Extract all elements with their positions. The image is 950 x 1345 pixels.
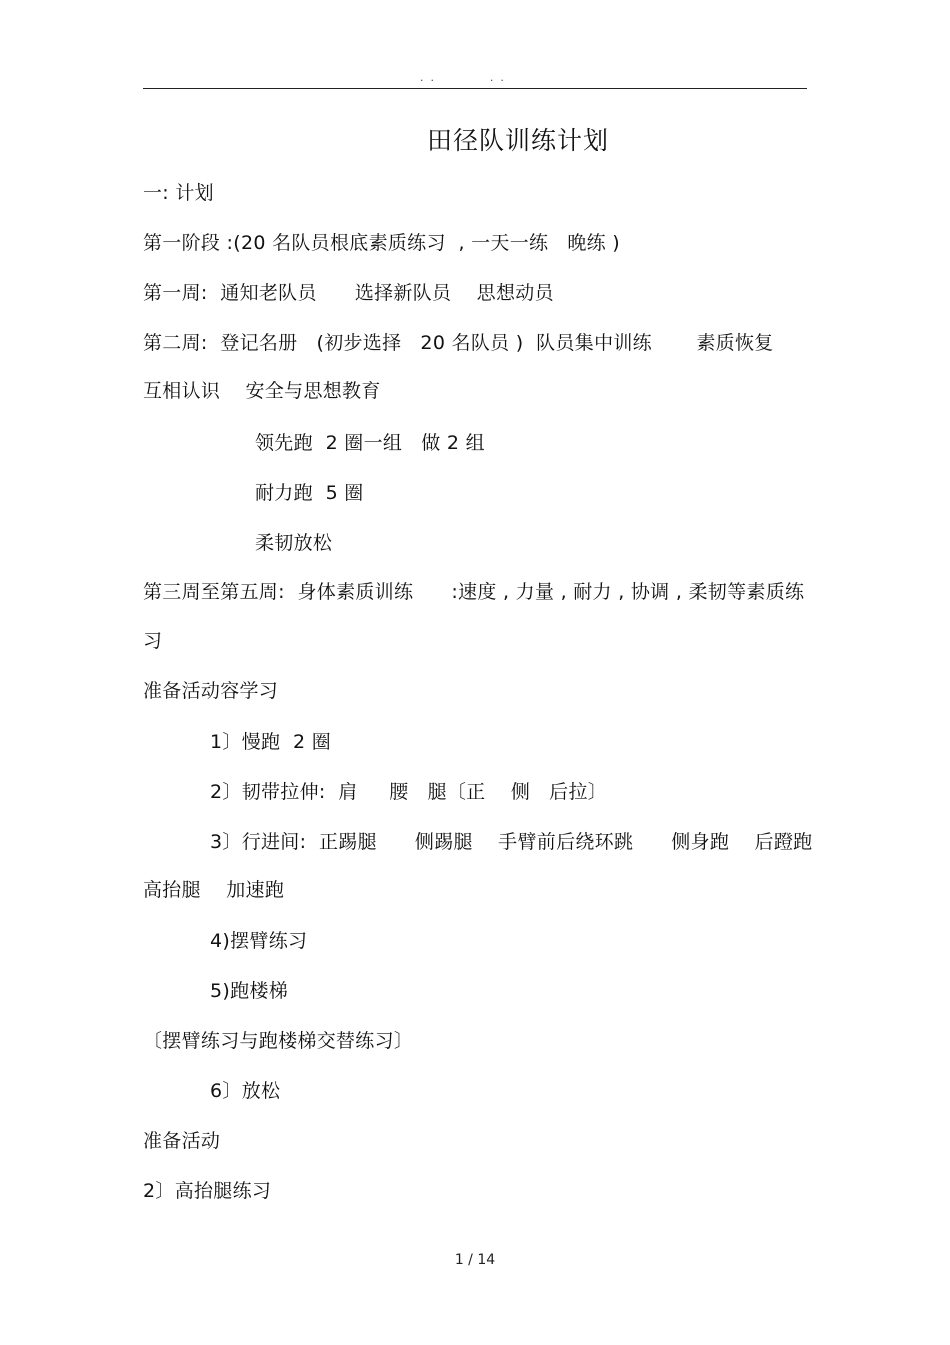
- text-line: 第一阶段 :(20 名队员根底素质练习 , 一天一练 晚练 ): [143, 232, 620, 254]
- text-line: 准备活动: [143, 1130, 221, 1152]
- indented-line: 柔韧放松: [255, 532, 333, 554]
- text-line: 〔摆臂练习与跑楼梯交替练习〕: [143, 1030, 414, 1052]
- list-item: 4)摆臂练习: [210, 930, 308, 952]
- text-line: 互相认识 安全与思想教育: [143, 380, 381, 402]
- list-item: 5)跑楼梯: [210, 980, 289, 1002]
- text-line: 第三周至第五周: 身体素质训练 :速度 , 力量 , 耐力 , 协调 , 柔韧等素质练: [143, 581, 805, 603]
- text-line: 高抬腿 加速跑: [143, 879, 285, 901]
- text-line: 习: [143, 630, 163, 652]
- text-line: 第二周: 登记名册 (初步选择 20 名队员 ) 队员集中训练 素质恢复: [143, 332, 774, 354]
- list-item: 1〕慢跑 2 圈: [210, 731, 331, 753]
- indented-line: 领先跑 2 圈一组 做 2 组: [255, 432, 485, 454]
- text-line: 2〕高抬腿练习: [143, 1180, 272, 1202]
- section-heading-plan: 一: 计划: [143, 182, 214, 204]
- list-item: 3〕行进间: 正踢腿 侧踢腿 手臂前后绕环跳 侧身跑 后蹬跑: [210, 831, 813, 853]
- list-item: 2〕韧带拉伸: 肩 腰 腿〔正 侧 后拉〕: [210, 781, 608, 803]
- page-indicator: 1 / 14: [454, 1252, 496, 1268]
- page-title: 田径队训练计划: [426, 126, 609, 155]
- header-rule: [143, 88, 807, 89]
- text-line: 第一周: 通知老队员 选择新队员 思想动员: [143, 282, 554, 304]
- list-item: 6〕放松: [210, 1080, 281, 1102]
- text-line: 准备活动容学习: [143, 680, 279, 702]
- header-marks: . . . .: [420, 71, 504, 84]
- indented-line: 耐力跑 5 圈: [255, 482, 364, 504]
